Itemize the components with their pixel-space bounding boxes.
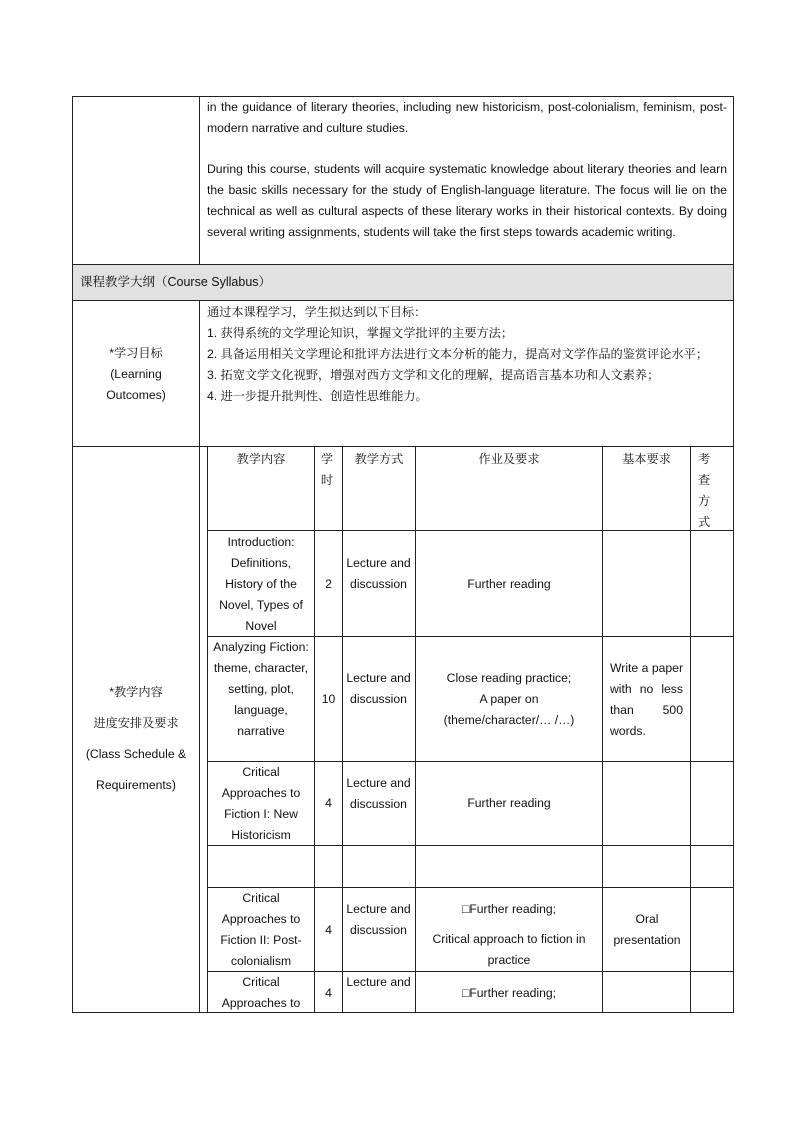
- description-paragraph-2: During this course, students will acquire systematic knowledge about literary theories and learn the basic skills necessary for the study of English-language literature. The focus will lie on the technical as well as cultural aspects of these literary works in their historical contexts. By doing several writing assignments, students will take the first steps towards academic writing.: [207, 162, 727, 239]
- row2-content: Analyzing Fiction: theme, character, setting, plot, language, narrative: [213, 640, 309, 738]
- header-method: 教学方式: [354, 452, 404, 466]
- header-hours: 学时: [320, 452, 334, 487]
- row3-homework: Further reading: [467, 796, 551, 810]
- row5-content: Critical Approaches to Fiction II: Post-colonialism: [220, 891, 302, 968]
- row6-homework: □Further reading;: [461, 986, 557, 1000]
- row3-hours: 4: [325, 796, 332, 810]
- row3-method: Lecture and discussion: [346, 776, 411, 811]
- divider: [199, 446, 200, 1013]
- row5-requirement: Oral presentation: [613, 912, 681, 947]
- row2-homework-line3: (theme/character/… /…): [443, 713, 575, 727]
- header-requirement: 基本要求: [622, 452, 671, 466]
- divider: [72, 300, 734, 301]
- row5-homework-line2: Critical approach to fiction in practice: [432, 932, 586, 967]
- outcomes-label: [73, 343, 199, 406]
- divider: [72, 446, 734, 447]
- row2-homework: [416, 668, 602, 731]
- header-assessment: 考查方式: [698, 452, 711, 529]
- row1-method: Lecture and discussion: [346, 556, 411, 591]
- syllabus-header: 课程教学大纲（Course Syllabus）: [80, 275, 272, 289]
- divider: [199, 300, 200, 446]
- row1-homework: Further reading: [467, 577, 551, 591]
- schedule-label: [73, 677, 199, 801]
- row5-hours: 4: [325, 923, 332, 937]
- row6-method: Lecture and: [346, 975, 411, 989]
- column-divider: [690, 446, 691, 1013]
- row3-content: Critical Approaches to Fiction I: New Historicism: [221, 765, 301, 842]
- header-content: 教学内容: [236, 452, 286, 466]
- row5-homework: [418, 899, 600, 971]
- outcomes-content: [207, 302, 727, 407]
- row1-hours: 2: [325, 577, 332, 591]
- outcomes-intro: 通过本课程学习，学生拟达到以下目标：: [207, 305, 427, 319]
- outcome-item: 2. 具备运用相关文学理论和批评方法进行文本分析的能力，提高对文学作品的鉴赏评论水平；: [207, 347, 709, 361]
- column-divider: [602, 446, 603, 1013]
- inner-table-left-border: [207, 446, 208, 1013]
- outcomes-label-en1: (Learning: [110, 367, 162, 381]
- schedule-label-en1: (Class Schedule &: [85, 747, 187, 761]
- row2-homework-line1: Close reading practice;: [446, 671, 572, 685]
- row5-homework-line1: □Further reading;: [461, 902, 557, 916]
- outcomes-label-cn: *学习目标: [109, 346, 163, 360]
- row2-homework-line2: A paper on: [479, 692, 539, 706]
- outcome-item: 3. 拓宽文学文化视野，增强对西方文学和文化的理解，提高语言基本功和人文素养；: [207, 368, 660, 382]
- row1-content: Introduction: Definitions, History of the Novel, Types of Novel: [219, 535, 303, 633]
- column-divider: [342, 446, 343, 1013]
- row2-method: Lecture and discussion: [346, 671, 411, 706]
- outcome-item: 4. 进一步提升批判性、创造性思维能力。: [207, 389, 428, 403]
- schedule-label-en2: Requirements): [96, 778, 176, 792]
- table-left-border: [72, 96, 73, 1013]
- row5-method: Lecture and discussion: [346, 902, 411, 937]
- table-bottom-border: [72, 1012, 734, 1013]
- header-homework: 作业及要求: [478, 452, 540, 466]
- table-right-border: [733, 96, 734, 1013]
- row6-content: Critical Approaches to: [221, 975, 301, 1010]
- row2-requirement: Write a paper with no less than 500 words.: [610, 661, 683, 738]
- divider: [199, 96, 200, 264]
- outcomes-label-en2: Outcomes): [106, 388, 166, 402]
- description-paragraph-1: in the guidance of literary theories, including new historicism, post-colonialism, feminism, post-modern narrative and culture studies.: [207, 100, 727, 135]
- row6-hours: 4: [325, 986, 332, 1000]
- row-divider: [207, 530, 733, 531]
- row2-hours: 10: [321, 692, 336, 706]
- outcome-item: 1. 获得系统的文学理论知识，掌握文学批评的主要方法；: [207, 326, 514, 340]
- schedule-label-cn2: 进度安排及要求: [93, 716, 179, 730]
- schedule-label-cn1: *教学内容: [109, 685, 163, 699]
